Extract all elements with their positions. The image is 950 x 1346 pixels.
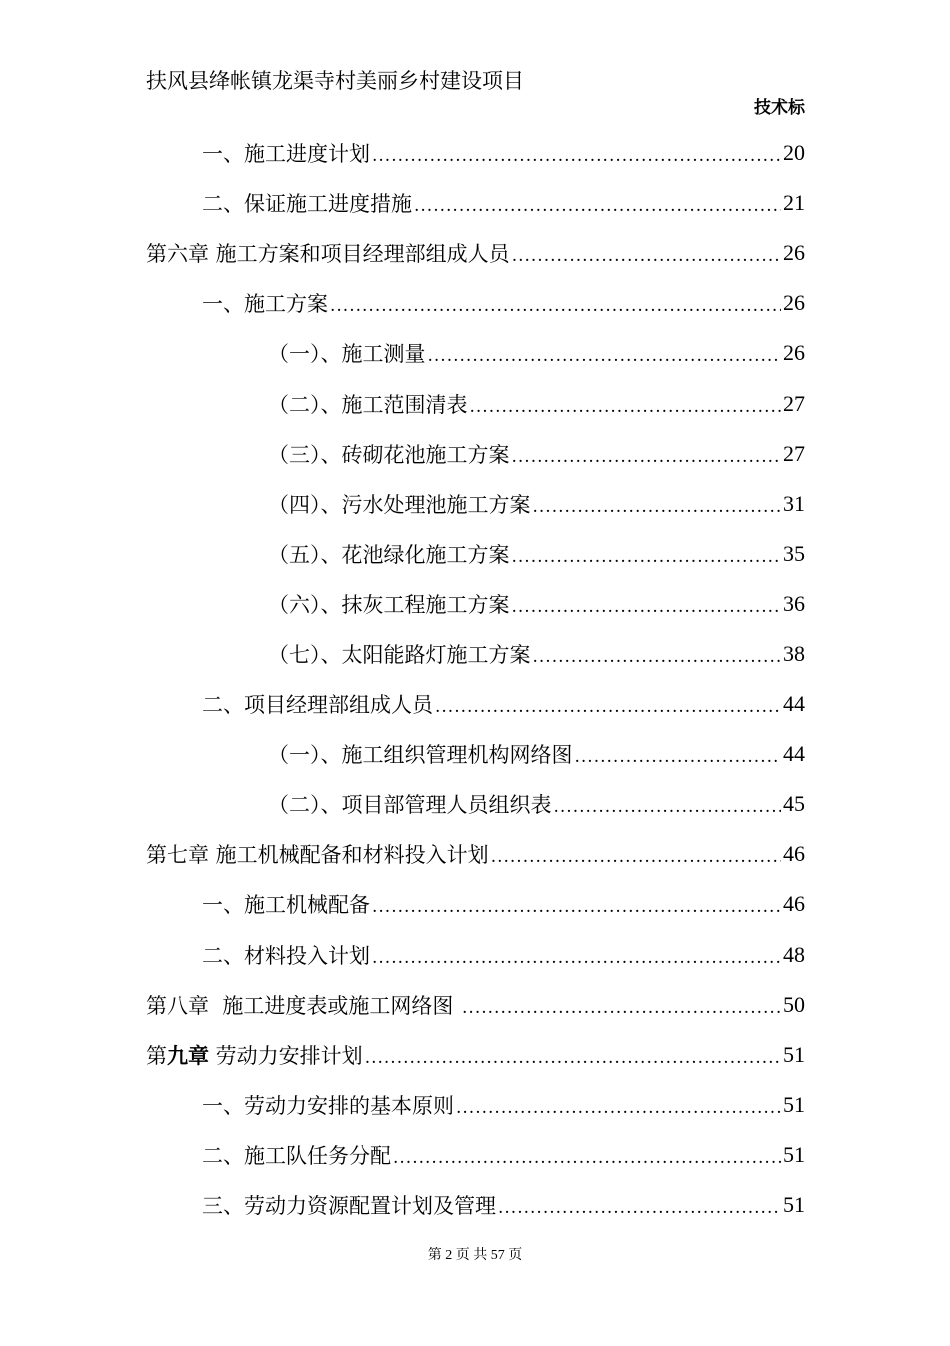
- toc-entry-title: 二、材料投入计划: [202, 943, 370, 968]
- toc-entry-title: （四）、污水处理池施工方案: [268, 492, 531, 517]
- toc-leader-dots: [512, 242, 781, 270]
- toc-entry-page: 38: [783, 640, 805, 666]
- toc-entry-page: 27: [783, 440, 805, 466]
- toc-entry-page: 46: [783, 841, 805, 867]
- toc-leader-dots: [575, 743, 782, 771]
- toc-leader-dots: [435, 693, 781, 721]
- toc-entry-title: （一）、施工测量: [268, 342, 426, 367]
- toc-entry[interactable]: [146, 779, 805, 829]
- toc-entry-page: 46: [783, 891, 805, 917]
- toc-entry[interactable]: [146, 729, 805, 779]
- toc-entry[interactable]: [146, 679, 805, 729]
- toc-entry[interactable]: [146, 1130, 805, 1180]
- toc-leader-dots: [456, 1094, 781, 1122]
- toc-entry[interactable]: [146, 378, 805, 428]
- page-footer: 第 2 页 共 57 页: [427, 1248, 523, 1263]
- toc-entry-page: 26: [783, 340, 805, 366]
- toc-entry-page: 51: [783, 1141, 805, 1167]
- toc-entry[interactable]: [146, 479, 805, 529]
- table-of-contents: [146, 128, 805, 1230]
- toc-entry-title: 二、施工队任务分配: [202, 1143, 391, 1168]
- toc-entry[interactable]: [146, 629, 805, 679]
- toc-leader-dots: [470, 393, 782, 421]
- toc-entry[interactable]: [146, 579, 805, 629]
- toc-entry[interactable]: [146, 879, 805, 929]
- toc-leader-dots: [462, 994, 781, 1022]
- toc-leader-dots: [372, 944, 781, 972]
- toc-entry-title: 三、劳动力资源配置计划及管理: [202, 1194, 496, 1219]
- toc-leader-dots: [393, 1144, 781, 1172]
- toc-leader-dots: [372, 142, 781, 170]
- toc-entry-page: 48: [783, 941, 805, 967]
- toc-entry-page: 51: [783, 1192, 805, 1218]
- toc-entry-page: 26: [783, 240, 805, 266]
- toc-entry[interactable]: [146, 1180, 805, 1230]
- toc-leader-dots: [533, 493, 782, 521]
- toc-entry-page: 27: [783, 390, 805, 416]
- toc-leader-dots: [533, 643, 782, 671]
- toc-entry-page: 44: [783, 691, 805, 717]
- toc-leader-dots: [512, 543, 782, 571]
- toc-chapter-number-bold: 九章: [167, 1042, 209, 1068]
- toc-entry-page: 51: [783, 1091, 805, 1117]
- toc-entry-title: 一、施工机械配备: [202, 893, 370, 918]
- toc-entry-title: （七）、太阳能路灯施工方案: [268, 642, 531, 667]
- toc-entry-title: 第八章 施工进度表或施工网络图: [146, 993, 461, 1018]
- toc-entry-title: （二）、施工范围清表: [268, 392, 468, 417]
- toc-leader-dots: [428, 342, 782, 370]
- toc-entry-title: （五）、花池绿化施工方案: [268, 542, 510, 567]
- toc-chapter-name: 劳动力安排计划: [209, 1043, 363, 1068]
- toc-entry-chapter[interactable]: [146, 1030, 805, 1080]
- toc-entry-title: 一、施工方案: [202, 292, 328, 317]
- toc-entry-title: 一、劳动力安排的基本原则: [202, 1093, 454, 1118]
- toc-entry-title: （六）、抹灰工程施工方案: [268, 592, 510, 617]
- toc-leader-dots: [554, 793, 782, 821]
- toc-entry-chapter[interactable]: [146, 980, 805, 1030]
- toc-entry-title: （三）、砖砌花池施工方案: [268, 442, 510, 467]
- toc-entry[interactable]: [146, 178, 805, 228]
- toc-leader-dots: [491, 843, 781, 871]
- toc-entry-title: 二、项目经理部组成人员: [202, 693, 433, 718]
- toc-leader-dots: [372, 893, 781, 921]
- toc-entry-chapter[interactable]: [146, 228, 805, 278]
- toc-entry[interactable]: [146, 529, 805, 579]
- toc-entry-title: 第七章 施工机械配备和材料投入计划: [146, 843, 489, 868]
- toc-entry-title: （一）、施工组织管理机构网络图: [268, 743, 573, 768]
- toc-leader-dots: [330, 292, 781, 320]
- toc-entry-page: 21: [783, 190, 805, 216]
- toc-entry-chapter[interactable]: [146, 829, 805, 879]
- toc-entry[interactable]: [146, 128, 805, 178]
- doc-type-label: 技术标: [754, 98, 805, 118]
- toc-entry[interactable]: [146, 278, 805, 328]
- toc-entry-title: （二）、项目部管理人员组织表: [268, 793, 552, 818]
- toc-entry[interactable]: [146, 1080, 805, 1130]
- toc-entry[interactable]: [146, 930, 805, 980]
- toc-entry[interactable]: [146, 328, 805, 378]
- toc-leader-dots: [414, 192, 781, 220]
- toc-entry-page: 20: [783, 140, 805, 166]
- toc-entry-page: 45: [783, 791, 805, 817]
- toc-entry-title: 一、施工进度计划: [202, 142, 370, 167]
- toc-entry-page: 26: [783, 290, 805, 316]
- toc-entry-page: 51: [783, 1041, 805, 1067]
- toc-entry[interactable]: [146, 429, 805, 479]
- toc-leader-dots: [498, 1194, 781, 1222]
- toc-leader-dots: [512, 593, 782, 621]
- toc-chapter-prefix: 第: [146, 1043, 167, 1068]
- toc-entry-page: 31: [783, 490, 805, 516]
- toc-entry-page: 50: [783, 991, 805, 1017]
- toc-entry-title: [146, 1040, 363, 1070]
- page-header-title: 扶风县绛帐镇龙渠寺村美丽乡村建设项目: [146, 69, 524, 93]
- toc-leader-dots: [512, 443, 782, 471]
- toc-entry-title: 二、保证施工进度措施: [202, 192, 412, 217]
- toc-entry-page: 44: [783, 741, 805, 767]
- toc-entry-page: 35: [783, 540, 805, 566]
- toc-leader-dots: [365, 1044, 781, 1072]
- toc-entry-title: 第六章 施工方案和项目经理部组成人员: [146, 242, 510, 267]
- toc-entry-page: 36: [783, 590, 805, 616]
